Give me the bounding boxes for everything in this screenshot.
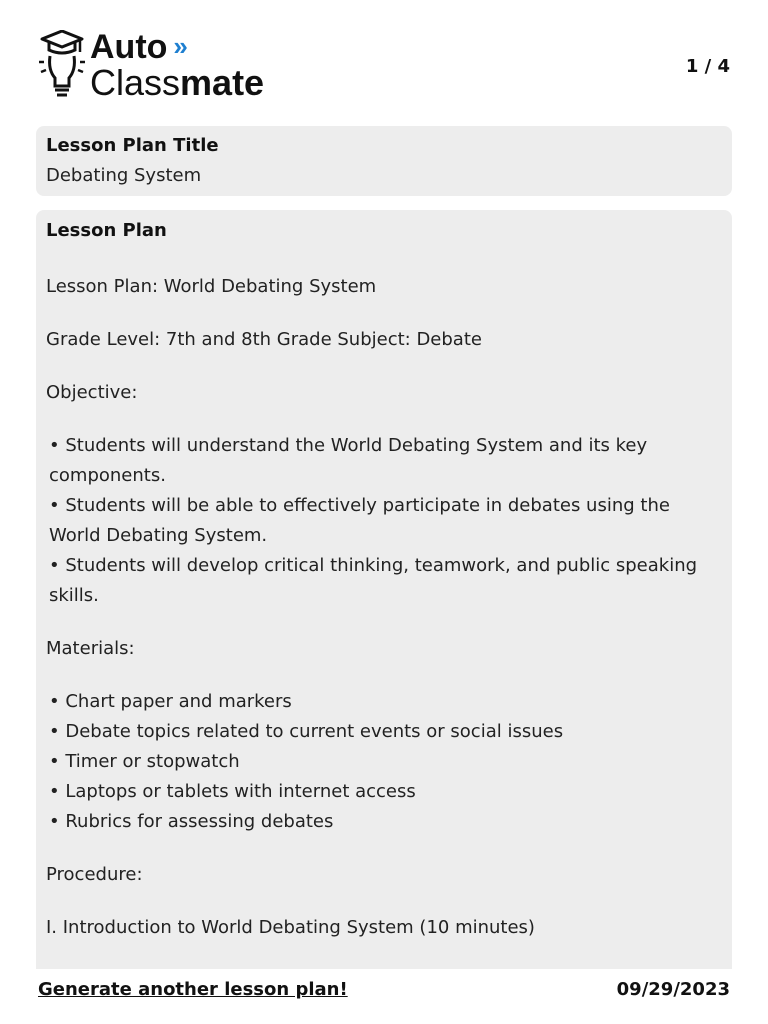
list-item: • Laptops or tablets with internet access xyxy=(49,781,416,802)
grade-level: Grade Level: 7th and 8th Grade Subject: Debate xyxy=(46,329,482,350)
lesson-plan-card xyxy=(36,210,732,969)
list-item: • Students will understand the World Debating System and its key components. xyxy=(49,435,648,486)
lesson-title-label: Lesson Plan Title xyxy=(46,135,219,156)
page-counter: 1 / 4 xyxy=(685,56,730,77)
footer-date: 09/29/2023 xyxy=(616,979,730,1000)
list-item: • Rubrics for assessing debates xyxy=(49,811,334,832)
procedure-step: I. Introduction to World Debating System (10 minutes) xyxy=(46,917,535,938)
materials-heading: Materials: xyxy=(46,638,135,659)
header xyxy=(36,28,732,108)
materials-list xyxy=(46,687,722,837)
list-item: • Students will develop critical thinking, teamwork, and public speaking skills. xyxy=(49,555,698,606)
list-item: • Timer or stopwatch xyxy=(49,751,240,772)
objectives-list xyxy=(46,431,722,611)
objective-heading: Objective: xyxy=(46,382,138,403)
graduation-bulb-icon xyxy=(38,30,86,102)
brand-name-top: Auto » xyxy=(90,28,188,66)
procedure-heading: Procedure: xyxy=(46,864,143,885)
lesson-title-value: Debating System xyxy=(46,165,202,186)
lesson-plan-label: Lesson Plan xyxy=(46,220,167,241)
list-item: • Chart paper and markers xyxy=(49,691,292,712)
generate-another-link[interactable]: Generate another lesson plan! xyxy=(38,979,348,1000)
brand-name-bottom: Classmate xyxy=(90,62,265,103)
list-item: • Students will be able to effectively participate in debates using the World Debating System. xyxy=(49,495,670,546)
plan-heading: Lesson Plan: World Debating System xyxy=(46,276,377,297)
list-item: • Debate topics related to current events or social issues xyxy=(49,721,564,742)
lesson-title-card xyxy=(36,126,732,196)
brand-logo xyxy=(36,28,296,106)
chevron-right-icon: » xyxy=(173,31,188,61)
